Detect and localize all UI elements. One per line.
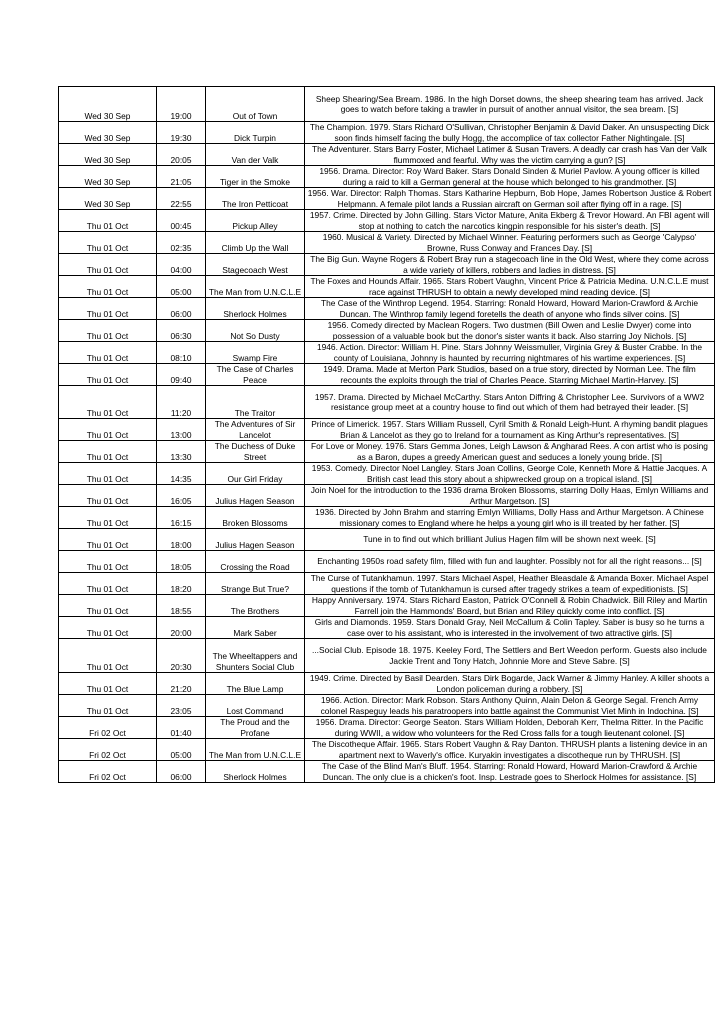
date-cell: Thu 01 Oct xyxy=(59,342,157,364)
time-cell: 18:05 xyxy=(157,551,206,573)
description-cell: Happy Anniversary. 1974. Stars Richard Easton, Patrick O'Connell & Robin Chadwick. Bill Riley and Martin Farrell join the Hammonds' Board, but Brian and Riley quickly come into conflict. [S] xyxy=(305,595,715,617)
description-cell: 1949. Drama. Made at Merton Park Studios, based on a true story, directed by Norman Lee. The film recounts the exploits through the trial of Charles Peace. Starring Michael Martin-Harvey. [S] xyxy=(305,364,715,386)
date-cell: Thu 01 Oct xyxy=(59,529,157,551)
date-cell: Thu 01 Oct xyxy=(59,695,157,717)
programme-title-cell: The Brothers xyxy=(206,595,305,617)
time-cell: 13:30 xyxy=(157,441,206,463)
time-cell: 11:20 xyxy=(157,386,206,419)
time-cell: 22:55 xyxy=(157,188,206,210)
date-cell: Thu 01 Oct xyxy=(59,617,157,639)
description-cell: 1946. Action. Director: William H. Pine. Stars Johnny Weissmuller, Virginia Grey & Buster Crabbe. In the county of Louisiana, Johnny is haunted by recurring nightmares of his wartime experiences. [S] xyxy=(305,342,715,364)
table-row xyxy=(59,276,715,298)
table-row xyxy=(59,298,715,320)
table-row xyxy=(59,320,715,342)
programme-title-cell: Mark Saber xyxy=(206,617,305,639)
time-cell: 09:40 xyxy=(157,364,206,386)
schedule-table xyxy=(58,86,715,783)
time-cell: 20:00 xyxy=(157,617,206,639)
table-row xyxy=(59,507,715,529)
programme-title-cell: Broken Blossoms xyxy=(206,507,305,529)
description-cell: The Case of the Blind Man's Bluff. 1954. Starring: Ronald Howard, Howard Marion-Crawford & Archie Duncan. The only clue is a chicken's foot. Insp. Lestrade goes to Sherlock Holmes for assistance. [S] xyxy=(305,761,715,783)
schedule-sheet xyxy=(58,86,714,783)
programme-title-cell: Sherlock Holmes xyxy=(206,761,305,783)
date-cell: Wed 30 Sep xyxy=(59,166,157,188)
programme-title-cell: The Iron Petticoat xyxy=(206,188,305,210)
date-cell: Thu 01 Oct xyxy=(59,276,157,298)
description-cell: Join Noel for the introduction to the 1936 drama Broken Blossoms, starring Dolly Haas, Emlyn Williams and Arthur Margetson. [S] xyxy=(305,485,715,507)
description-cell: 1949. Crime. Directed by Basil Dearden. Stars Dirk Bogarde, Jack Warner & Jimmy Hanley. A killer shoots a London policeman during a robbery. [S] xyxy=(305,673,715,695)
date-cell: Thu 01 Oct xyxy=(59,673,157,695)
programme-title-cell: Julius Hagen Season xyxy=(206,529,305,551)
time-cell: 18:00 xyxy=(157,529,206,551)
description-cell: Enchanting 1950s road safety film, filled with fun and laughter. Possibly not for all the right reasons... [S] xyxy=(305,551,715,573)
description-cell: 1957. Drama. Directed by Michael McCarthy. Stars Anton Diffring & Christopher Lee. Survivors of a WW2 resistance group meet at a country house to find out which of them had betrayed their leader. [S] xyxy=(305,386,715,419)
programme-title-cell: The Man from U.N.C.L.E xyxy=(206,276,305,298)
time-cell: 14:35 xyxy=(157,463,206,485)
date-cell: Thu 01 Oct xyxy=(59,551,157,573)
description-cell: 1953. Comedy. Director Noel Langley. Stars Joan Collins, George Cole, Kenneth More & Hattie Jacques. A British cast lead this story about a shipwrecked group on a tropical island. [S] xyxy=(305,463,715,485)
table-row xyxy=(59,695,715,717)
programme-title-cell: Not So Dusty xyxy=(206,320,305,342)
date-cell: Thu 01 Oct xyxy=(59,254,157,276)
description-cell: 1956. Drama. Director: George Seaton. Stars William Holden, Deborah Kerr, Thelma Ritter. In the Pacific during WWII, a widow who volunteers for the Red Cross falls for a tough lieutenant colonel. [S] xyxy=(305,717,715,739)
time-cell: 08:10 xyxy=(157,342,206,364)
description-cell: For Love or Money. 1976. Stars Gemma Jones, Leigh Lawson & Angharad Rees. A con artist who is posing as a Baron, dupes a greedy American guest and seduces a lonely young bride. [S] xyxy=(305,441,715,463)
time-cell: 06:00 xyxy=(157,298,206,320)
description-cell: The Adventurer. Stars Barry Foster, Michael Latimer & Susan Travers. A deadly car crash has Van der Valk flummoxed and fearful. Why was the victim carrying a gun? [S] xyxy=(305,144,715,166)
date-cell: Thu 01 Oct xyxy=(59,232,157,254)
time-cell: 05:00 xyxy=(157,276,206,298)
table-row xyxy=(59,639,715,673)
time-cell: 19:00 xyxy=(157,87,206,122)
description-cell: Tune in to find out which brilliant Julius Hagen film will be shown next week. [S] xyxy=(305,529,715,551)
date-cell: Fri 02 Oct xyxy=(59,739,157,761)
time-cell: 16:05 xyxy=(157,485,206,507)
table-row xyxy=(59,144,715,166)
programme-title-cell: The Case of Charles Peace xyxy=(206,364,305,386)
date-cell: Thu 01 Oct xyxy=(59,210,157,232)
table-row xyxy=(59,419,715,441)
programme-title-cell: Stagecoach West xyxy=(206,254,305,276)
description-cell: 1936. Directed by John Brahm and starring Emlyn Williams, Dolly Hass and Arthur Margetson. A Chinese missionary comes to England where he helps a young girl who is ill treated by her father. [S] xyxy=(305,507,715,529)
table-row xyxy=(59,87,715,122)
time-cell: 16:15 xyxy=(157,507,206,529)
programme-title-cell: Dick Turpin xyxy=(206,122,305,144)
description-cell: 1956. Comedy directed by Maclean Rogers. Two dustmen (Bill Owen and Leslie Dwyer) come into possession of a valuable book but the donor's sister wants it back. Also starring Joy Nichols. [S] xyxy=(305,320,715,342)
time-cell: 13:00 xyxy=(157,419,206,441)
programme-title-cell: The Adventures of Sir Lancelot xyxy=(206,419,305,441)
date-cell: Thu 01 Oct xyxy=(59,485,157,507)
time-cell: 23:05 xyxy=(157,695,206,717)
date-cell: Wed 30 Sep xyxy=(59,122,157,144)
programme-title-cell: Crossing the Road xyxy=(206,551,305,573)
table-row xyxy=(59,166,715,188)
description-cell: 1966. Action. Director: Mark Robson. Stars Anthony Quinn, Alain Delon & George Segal. French Army colonel Raspeguy leads his paratroopers into battle against the Communist Viet Minh in Indochina. [S] xyxy=(305,695,715,717)
description-cell: 1956. Drama. Director: Roy Ward Baker. Stars Donald Sinden & Muriel Pavlow. A young officer is killed during a raid to kill a German general at the house which belonged to his grandmother. [S] xyxy=(305,166,715,188)
programme-title-cell: Sherlock Holmes xyxy=(206,298,305,320)
description-cell: The Curse of Tutankhamun. 1997. Stars Michael Aspel, Heather Bleasdale & Amanda Boxer. Michael Aspel questions if the tomb of Tutankhamun is cursed after tragedy strikes a team of expeditionists. [S] xyxy=(305,573,715,595)
description-cell: ...Social Club. Episode 18. 1975. Keeley Ford, The Settlers and Bert Weedon perform. Guests also include Jackie Trent and Tony Hatch, Johnnie More and Steve Sabre. [S] xyxy=(305,639,715,673)
table-row xyxy=(59,188,715,210)
table-row xyxy=(59,617,715,639)
table-row xyxy=(59,485,715,507)
table-row xyxy=(59,386,715,419)
programme-title-cell: The Traitor xyxy=(206,386,305,419)
time-cell: 04:00 xyxy=(157,254,206,276)
table-row xyxy=(59,254,715,276)
table-row xyxy=(59,595,715,617)
date-cell: Thu 01 Oct xyxy=(59,364,157,386)
description-cell: Girls and Diamonds. 1959. Stars Donald Gray, Neil McCallum & Colin Tapley. Saber is busy so he turns a case over to his assistant, who is interested in the involvement of two attractive girls. [S] xyxy=(305,617,715,639)
programme-title-cell: The Proud and the Profane xyxy=(206,717,305,739)
description-cell: Prince of Limerick. 1957. Stars William Russell, Cyril Smith & Ronald Leigh-Hunt. A rhyming bandit plagues Brian & Lancelot as they go to Ireland for a tournament as King Arthur's representatives. [S] xyxy=(305,419,715,441)
programme-title-cell: Out of Town xyxy=(206,87,305,122)
description-cell: The Foxes and Hounds Affair. 1965. Stars Robert Vaughn, Vincent Price & Patricia Medina. U.N.C.L.E must race against THRUSH to obtain a newly developed mind reading device. [S] xyxy=(305,276,715,298)
programme-title-cell: The Wheeltappers and Shunters Social Club xyxy=(206,639,305,673)
programme-title-cell: Our Girl Friday xyxy=(206,463,305,485)
table-row xyxy=(59,673,715,695)
date-cell: Wed 30 Sep xyxy=(59,87,157,122)
programme-title-cell: Lost Command xyxy=(206,695,305,717)
date-cell: Thu 01 Oct xyxy=(59,595,157,617)
table-row xyxy=(59,364,715,386)
date-cell: Wed 30 Sep xyxy=(59,188,157,210)
description-cell: 1956. War. Director: Ralph Thomas. Stars Katharine Hepburn, Bob Hope, James Robertson Justice & Robert Helpmann. A female pilot lands a Russian aircraft on German soil after flying off in a rage. [S] xyxy=(305,188,715,210)
time-cell: 06:00 xyxy=(157,761,206,783)
date-cell: Thu 01 Oct xyxy=(59,419,157,441)
programme-title-cell: The Blue Lamp xyxy=(206,673,305,695)
programme-title-cell: Pickup Alley xyxy=(206,210,305,232)
date-cell: Thu 01 Oct xyxy=(59,507,157,529)
programme-title-cell: Climb Up the Wall xyxy=(206,232,305,254)
time-cell: 21:20 xyxy=(157,673,206,695)
table-row xyxy=(59,463,715,485)
time-cell: 19:30 xyxy=(157,122,206,144)
date-cell: Thu 01 Oct xyxy=(59,441,157,463)
time-cell: 20:30 xyxy=(157,639,206,673)
date-cell: Fri 02 Oct xyxy=(59,717,157,739)
date-cell: Wed 30 Sep xyxy=(59,144,157,166)
date-cell: Thu 01 Oct xyxy=(59,639,157,673)
table-row xyxy=(59,761,715,783)
schedule-rows xyxy=(59,87,715,783)
programme-title-cell: Swamp Fire xyxy=(206,342,305,364)
description-cell: 1957. Crime. Directed by John Gilling. Stars Victor Mature, Anita Ekberg & Trevor Howard. An FBI agent will stop at nothing to catch the narcotics kingpin responsible for his sister's death. [S] xyxy=(305,210,715,232)
table-row xyxy=(59,529,715,551)
time-cell: 00:45 xyxy=(157,210,206,232)
programme-title-cell: Strange But True? xyxy=(206,573,305,595)
programme-title-cell: Van der Valk xyxy=(206,144,305,166)
date-cell: Thu 01 Oct xyxy=(59,298,157,320)
time-cell: 06:30 xyxy=(157,320,206,342)
table-row xyxy=(59,122,715,144)
table-row xyxy=(59,717,715,739)
date-cell: Fri 02 Oct xyxy=(59,761,157,783)
table-row xyxy=(59,210,715,232)
programme-title-cell: Julius Hagen Season xyxy=(206,485,305,507)
time-cell: 20:05 xyxy=(157,144,206,166)
table-row xyxy=(59,739,715,761)
date-cell: Thu 01 Oct xyxy=(59,320,157,342)
description-cell: The Big Gun. Wayne Rogers & Robert Bray run a stagecoach line in the Old West, where they come across a wide variety of killers, robbers and ladies in distress. [S] xyxy=(305,254,715,276)
date-cell: Thu 01 Oct xyxy=(59,463,157,485)
time-cell: 01:40 xyxy=(157,717,206,739)
table-row xyxy=(59,232,715,254)
programme-title-cell: The Man from U.N.C.L.E xyxy=(206,739,305,761)
description-cell: The Case of the Winthrop Legend. 1954. Starring: Ronald Howard, Howard Marion-Crawford & Archie Duncan. The Winthrop family legend foretells the death of anyone who finds silver coins. [S] xyxy=(305,298,715,320)
time-cell: 05:00 xyxy=(157,739,206,761)
description-cell: The Champion. 1979. Stars Richard O'Sullivan, Christopher Benjamin & David Daker. An unsuspecting Dick soon finds himself facing the bully Hogg, the accomplice of tax collector Father Nightingale. [S] xyxy=(305,122,715,144)
date-cell: Thu 01 Oct xyxy=(59,386,157,419)
time-cell: 02:35 xyxy=(157,232,206,254)
time-cell: 21:05 xyxy=(157,166,206,188)
description-cell: The Discotheque Affair. 1965. Stars Robert Vaughn & Ray Danton. THRUSH plants a listening device in an apartment next to Waverly's office. Kuryakin investigates a discotheque run by THRUSH. [S] xyxy=(305,739,715,761)
table-row xyxy=(59,573,715,595)
date-cell: Thu 01 Oct xyxy=(59,573,157,595)
programme-title-cell: Tiger in the Smoke xyxy=(206,166,305,188)
description-cell: Sheep Shearing/Sea Bream. 1986. In the high Dorset downs, the sheep shearing team has arrived. Jack goes to watch before taking a trawler in pursuit of another annual visitor, the sea bream. [S] xyxy=(305,87,715,122)
time-cell: 18:55 xyxy=(157,595,206,617)
table-row xyxy=(59,551,715,573)
programme-title-cell: The Duchess of Duke Street xyxy=(206,441,305,463)
table-row xyxy=(59,342,715,364)
table-row xyxy=(59,441,715,463)
description-cell: 1960. Musical & Variety. Directed by Michael Winner. Featuring performers such as George 'Calypso' Browne, Russ Conway and Frances Day. [S] xyxy=(305,232,715,254)
time-cell: 18:20 xyxy=(157,573,206,595)
